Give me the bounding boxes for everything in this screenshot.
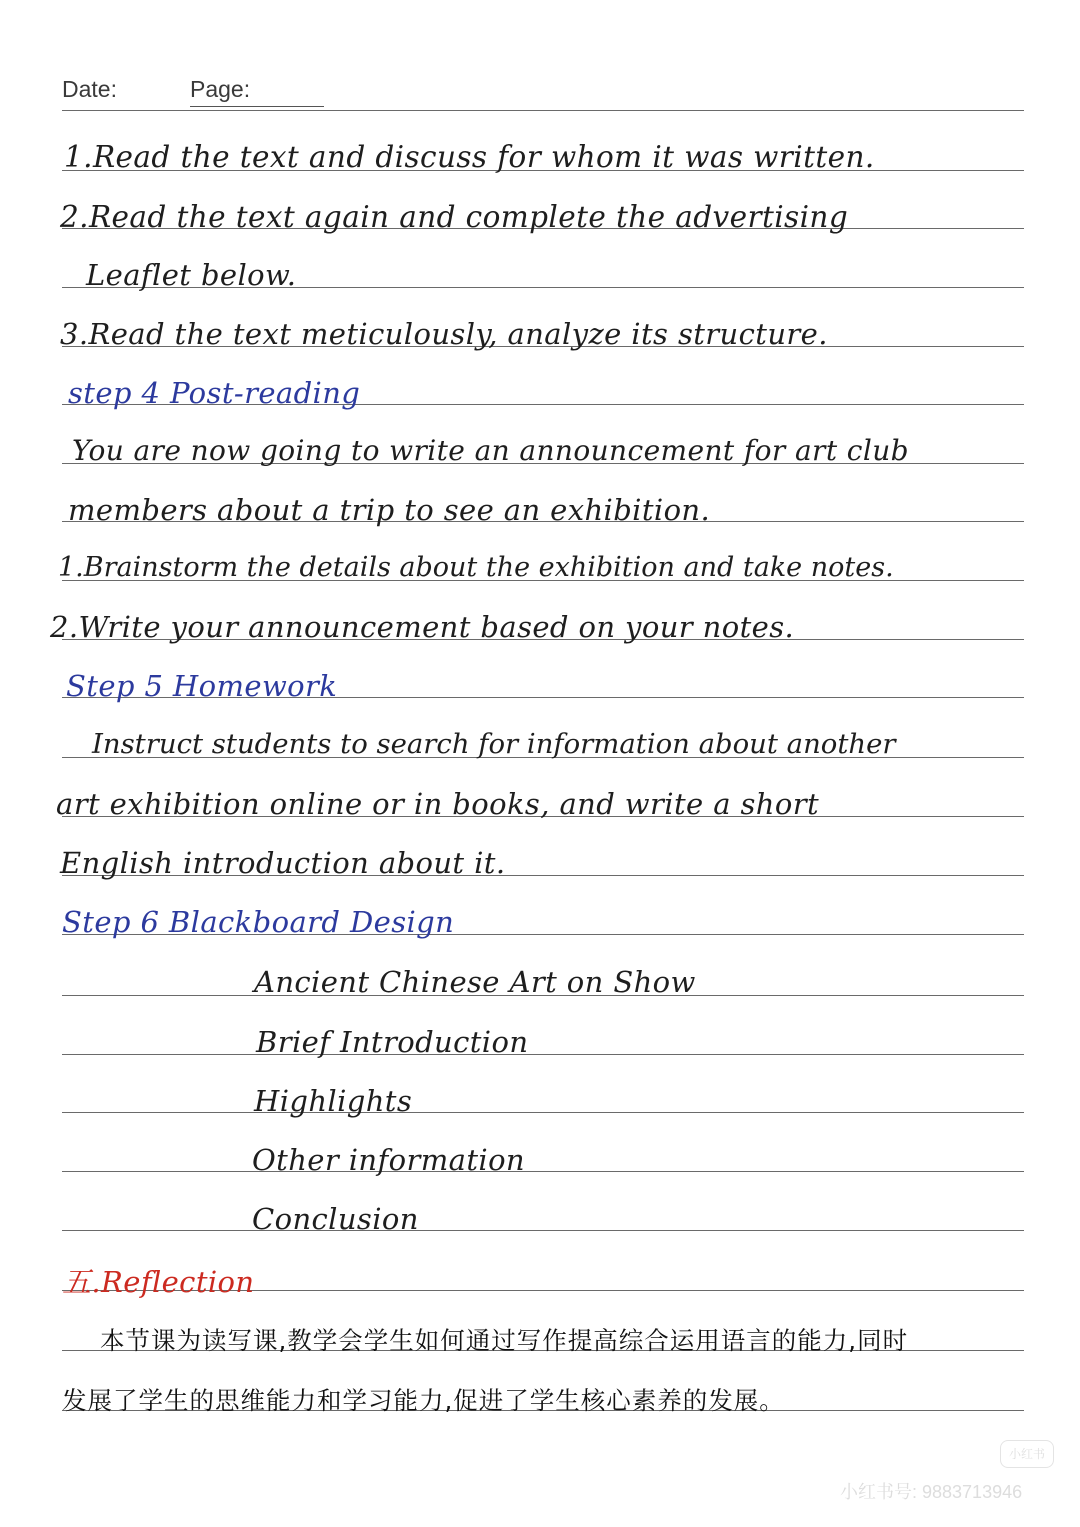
homework-line-2: art exhibition online or in books, and write a short bbox=[56, 787, 820, 821]
blackboard-item-other-information: Other information bbox=[252, 1143, 526, 1177]
blackboard-item-brief-introduction: Brief Introduction bbox=[256, 1025, 529, 1059]
blackboard-item-conclusion: Conclusion bbox=[252, 1202, 419, 1236]
step-4-heading: step 4 Post-reading bbox=[68, 376, 361, 410]
task-description-line-1: You are now going to write an announcement for art club bbox=[72, 434, 909, 467]
instruction-read-discuss: 1.Read the text and discuss for whom it was written. bbox=[64, 140, 875, 174]
reflection-text-line-2: 发展了学生的思维能力和学习能力,促进了学生核心素养的发展。 bbox=[62, 1386, 785, 1415]
blackboard-title: Ancient Chinese Art on Show bbox=[254, 965, 696, 999]
homework-line-1: Instruct students to search for information about another bbox=[92, 728, 896, 760]
task-brainstorm: 1.Brainstorm the details about the exhibition and take notes. bbox=[58, 552, 894, 583]
homework-line-3: English introduction about it. bbox=[60, 846, 506, 880]
instruction-read-complete: 2.Read the text again and complete the advertising bbox=[60, 200, 849, 234]
reflection-heading: 五.Reflection bbox=[62, 1265, 255, 1299]
watermark-logo: 小红书 bbox=[1000, 1440, 1054, 1468]
ruled-line bbox=[62, 110, 1024, 111]
page-field-underline bbox=[190, 106, 324, 107]
date-label: Date: bbox=[62, 76, 117, 102]
task-description-line-2: members about a trip to see an exhibition. bbox=[68, 493, 711, 527]
step-6-heading: Step 6 Blackboard Design bbox=[62, 905, 455, 939]
ruled-line bbox=[62, 1171, 1024, 1172]
reflection-text-line-1: 本节课为读写课,教学会学生如何通过写作提高综合运用语言的能力,同时 bbox=[100, 1326, 909, 1355]
instruction-leaflet: Leaflet below. bbox=[86, 258, 297, 292]
ruled-line bbox=[62, 1230, 1024, 1231]
step-5-heading: Step 5 Homework bbox=[66, 669, 338, 703]
blackboard-item-highlights: Highlights bbox=[254, 1084, 413, 1118]
task-write-announcement: 2.Write your announcement based on your notes. bbox=[50, 610, 795, 644]
instruction-read-analyze: 3.Read the text meticulously, analyze its structure. bbox=[60, 317, 828, 351]
page-label: Page: bbox=[190, 76, 251, 102]
ruled-line bbox=[62, 1054, 1024, 1055]
watermark-text: 小红书号: 9883713946 bbox=[840, 1482, 1023, 1502]
ruled-line bbox=[62, 1112, 1024, 1113]
